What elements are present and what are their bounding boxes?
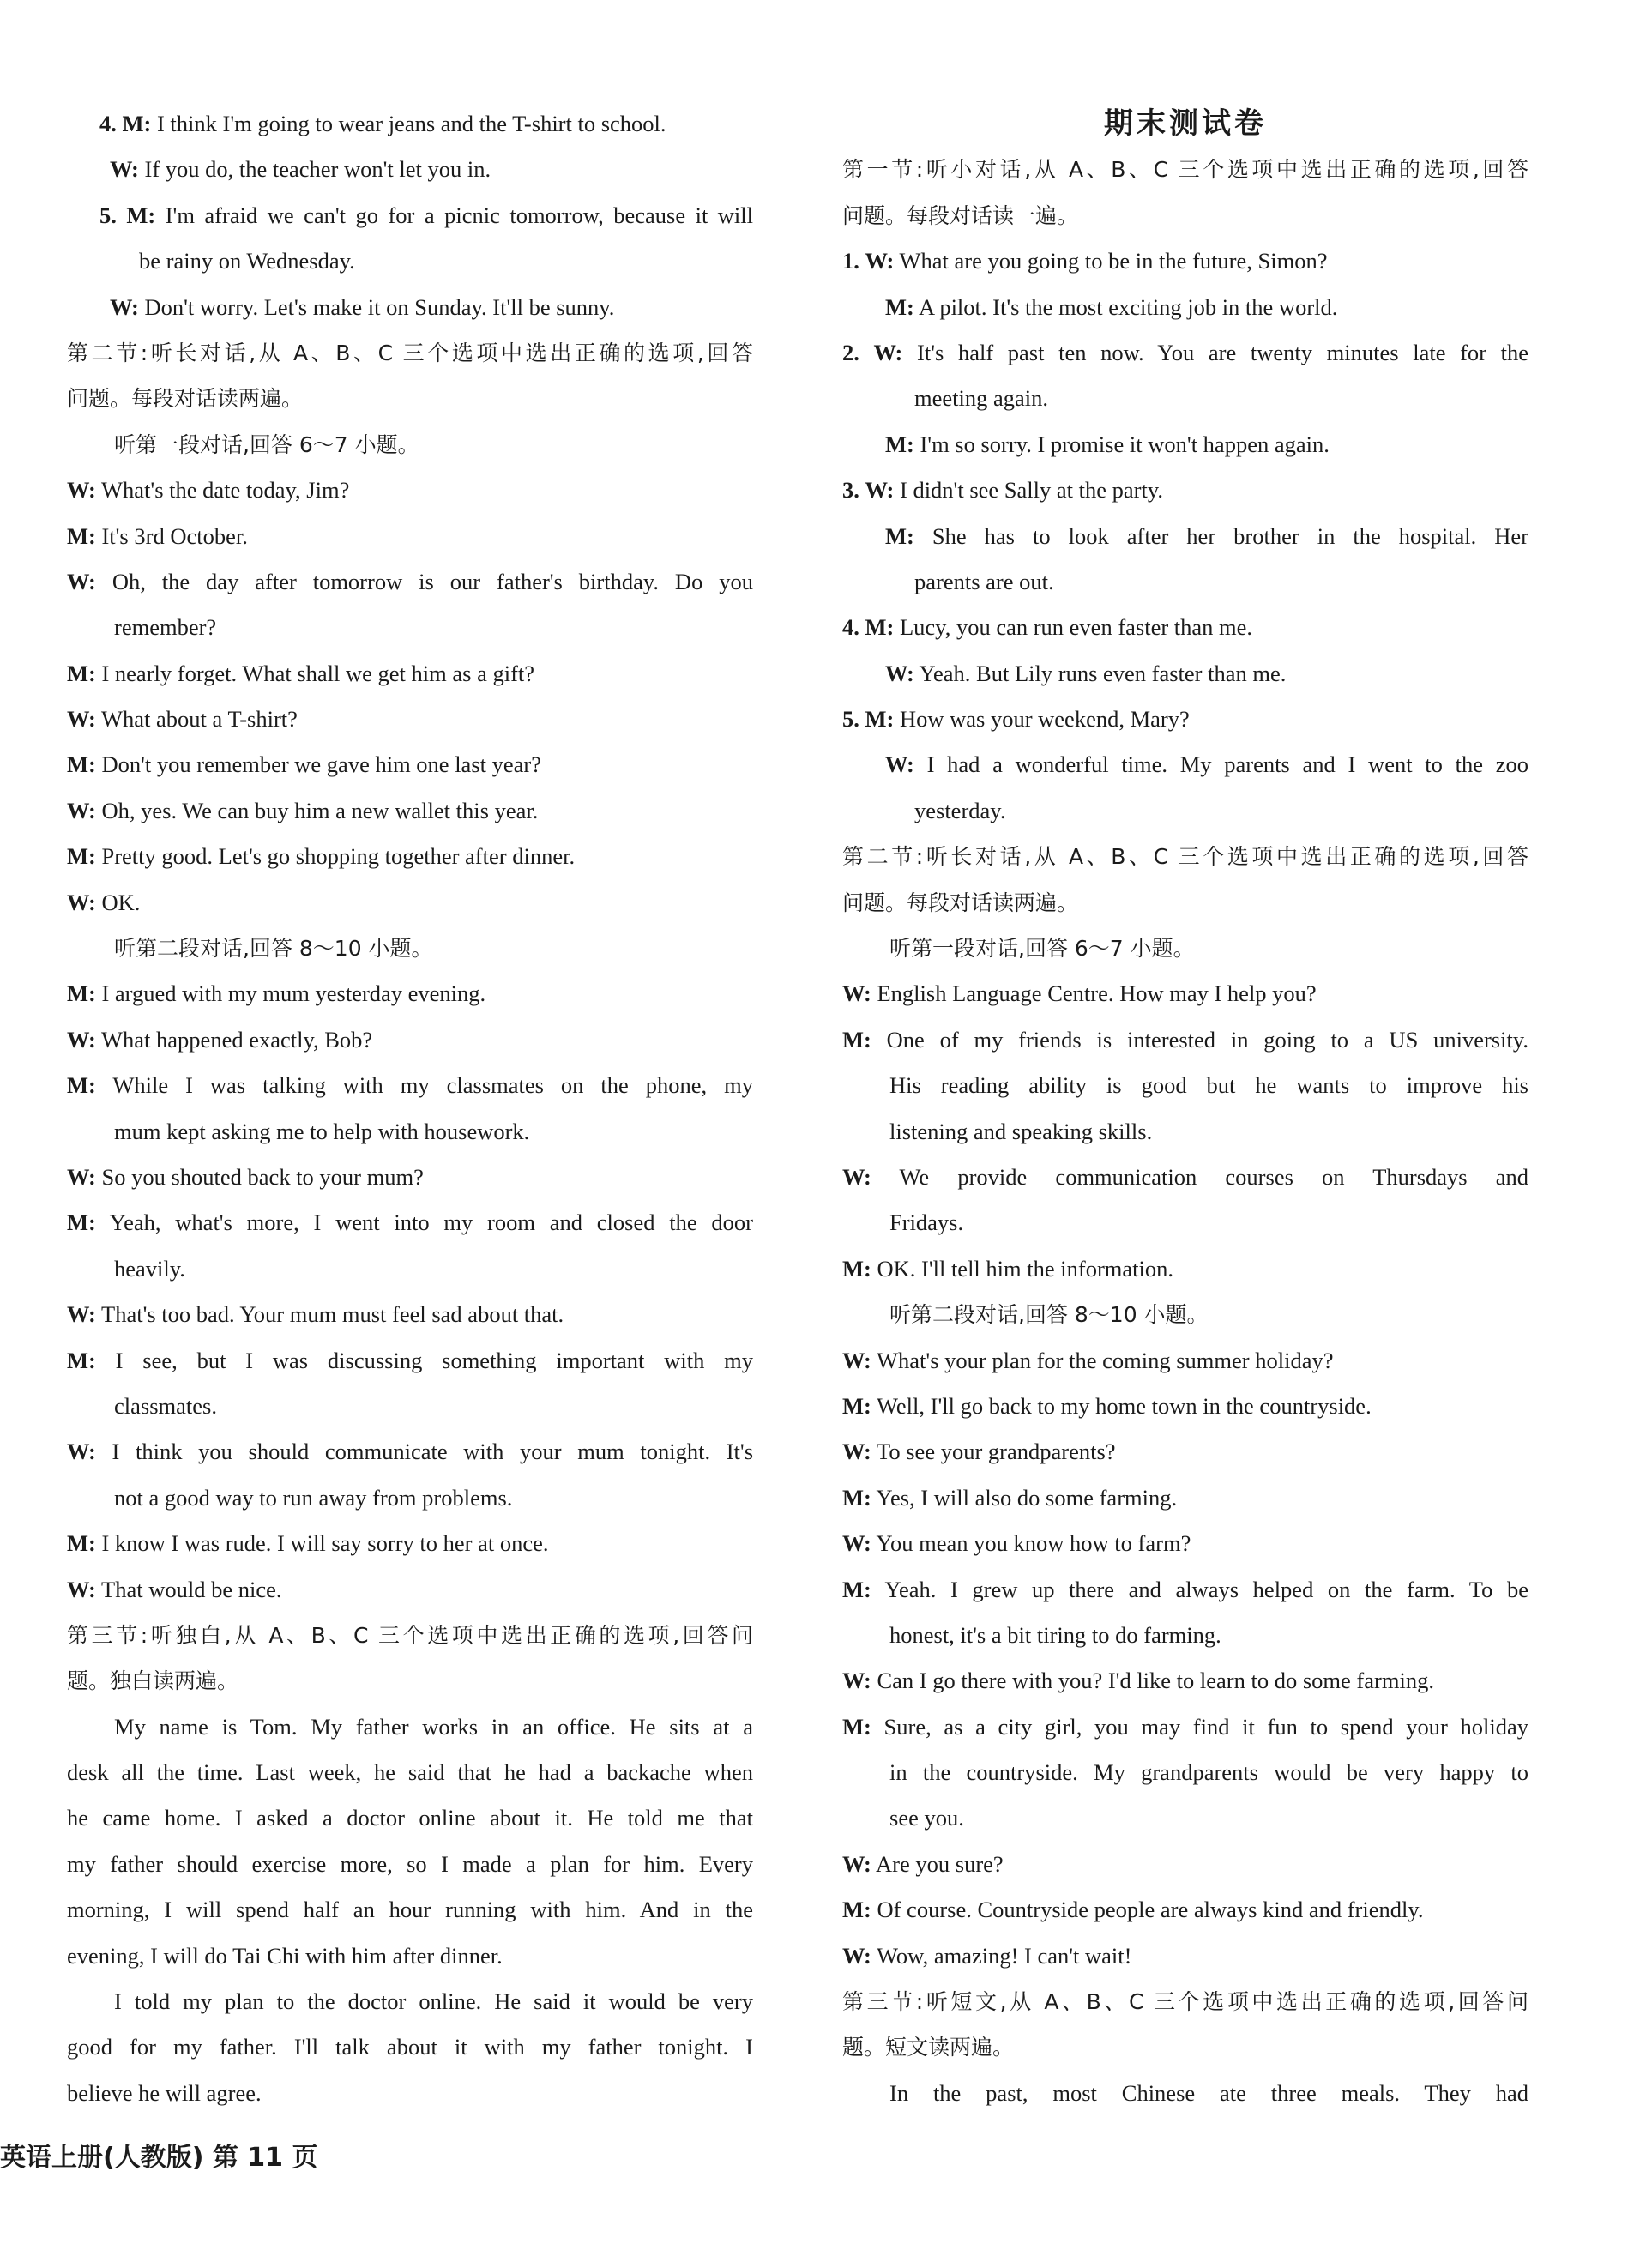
text-line [842,2071,1528,2116]
speaker-label: W: [842,1439,871,1465]
line-text: good for my father. I'll talk about it with my father tonight. I [67,2034,753,2060]
line-text: I'm so sorry. I promise it won't happen again. [920,431,1330,457]
speaker-label: W: [865,248,895,274]
speaker-label: M: [67,1072,96,1099]
line-text: I argued with my mum yesterday evening. [101,980,486,1007]
line-text: yesterday. [914,797,1006,823]
text-line [67,1842,753,1887]
line-text: One of my friends is interested in going to a US university. [886,1026,1528,1053]
line-text: I think I'm going to wear jeans and the T-shirt to school. [156,111,666,136]
page-title: 期末测试卷 [1104,108,1267,140]
text-line [842,1246,1528,1292]
text-line [842,1704,1528,1750]
text-line [842,330,1528,376]
item-number: 1. [842,248,859,274]
text-line [842,1613,1528,1658]
text-line [842,1200,1528,1246]
text-line [67,1292,753,1337]
line-text: OK. [101,889,141,915]
item-number: 4. [842,614,859,641]
text-line [67,2024,753,2070]
speaker-label: M: [842,1897,871,1923]
speaker-label: M: [67,1530,96,1557]
item-number: 4. [99,111,117,136]
line-text: That would be nice. [101,1576,282,1602]
speaker-label: W: [67,797,96,823]
speaker-label: M: [842,1255,871,1282]
text-line [67,1750,753,1795]
text-line [842,1429,1528,1475]
text-line [67,1475,753,1521]
line-text: Fridays. [889,1209,964,1236]
text-line [67,376,753,421]
speaker-label: W: [67,1301,96,1328]
line-text: Of course. Countryside people are always kind and friendly. [877,1897,1424,1923]
line-text: 题。短文读两遍。 [842,2035,1015,2060]
text-line [67,1521,753,1566]
line-text: What happened exactly, Bob? [101,1026,373,1053]
line-text: desk all the time. Last week, he said that he had a backache when [67,1759,753,1786]
text-line [842,1521,1528,1566]
text-line [67,330,753,376]
speaker-label: M: [885,293,914,320]
line-text: Lucy, you can run even faster than me. [899,614,1253,641]
speaker-label: M: [865,706,895,733]
line-text: Yes, I will also do some farming. [876,1484,1178,1511]
text-line [842,1292,1528,1337]
speaker-label: M: [67,1347,96,1373]
text-line [67,238,753,284]
text-line [842,422,1528,467]
line-text: 听第一段对话,回答 6～7 小题。 [889,936,1195,962]
line-text: be rainy on Wednesday. [139,248,355,274]
line-text: not a good way to run away from problems. [114,1484,513,1511]
text-line [842,880,1528,926]
speaker-label: M: [122,111,152,136]
speaker-label: M: [67,980,96,1007]
speaker-label: M: [842,1713,871,1740]
speaker-label: M: [842,1484,871,1511]
line-text: I think you should communicate with your mum tonight. It's [112,1439,753,1465]
text-line [67,285,753,330]
line-text: Are you sure? [876,1850,1004,1877]
text-line [67,926,753,971]
line-text: I didn't see Sally at the party. [900,477,1163,504]
text-line [842,605,1528,650]
line-text: evening, I will do Tai Chi with him after dinner. [67,1942,503,1969]
left-column [67,101,753,2116]
text-line [842,1933,1528,1979]
text-line [67,1979,753,2024]
line-text: It's 3rd October. [101,522,248,549]
text-line [842,1567,1528,1613]
speaker-label: M: [126,202,156,228]
line-text: That's too bad. Your mum must feel sad about that. [101,1301,564,1328]
text-line [67,697,753,742]
line-text: I told my plan to the doctor online. He said it would be very [114,1988,753,2015]
speaker-label: W: [67,706,96,733]
speaker-label: M: [67,843,96,870]
speaker-label: M: [842,1576,871,1602]
text-line [67,1613,753,1658]
speaker-label: W: [110,293,139,320]
text-line [67,1887,753,1933]
line-text: remember? [114,614,217,641]
line-text: I see, but I was discussing something important with my [115,1347,753,1373]
text-line [842,376,1528,421]
text-line [842,1475,1528,1521]
speaker-label: W: [67,1439,96,1465]
speaker-label: W: [885,751,914,778]
text-line [842,1658,1528,1704]
text-line [67,1246,753,1292]
speaker-label: W: [842,1163,871,1190]
line-text: What about a T-shirt? [101,706,298,733]
text-line [67,1933,753,1979]
text-line [842,1750,1528,1795]
line-text: 听第一段对话,回答 6～7 小题。 [114,431,419,457]
item-number: 2. [842,339,859,365]
text-line [67,1429,753,1475]
line-text: OK. I'll tell him the information. [877,1255,1174,1282]
line-text: Sure, as a city girl, you may find it fun to spend your holiday [883,1713,1528,1740]
line-text: She has to look after her brother in the hospital. Her [932,522,1528,549]
text-line [67,834,753,879]
right-column [842,101,1528,2116]
line-text: In the past, most Chinese ate three meals. They had [889,2079,1528,2106]
line-text: 第三节:听独白,从 A、B、C 三个选项中选出正确的选项,回答问 [67,1622,753,1648]
line-text: Oh, the day after tomorrow is our father's birthday. Do you [112,568,753,594]
text-line [67,147,753,192]
line-text: he came home. I asked a doctor online about it. He told me that [67,1805,753,1831]
line-text: Can I go there with you? I'd like to learn to do some farming. [877,1668,1434,1694]
text-line [67,1155,753,1200]
line-text: 听第二段对话,回答 8～10 小题。 [114,936,433,962]
item-number: 3. [842,477,859,504]
line-text: believe he will agree. [67,2079,262,2106]
line-text: It's half past ten now. You are twenty minutes late for the [917,339,1528,365]
text-line [842,1979,1528,2024]
line-text: Don't you remember we gave him one last year? [101,751,541,778]
text-line [67,1338,753,1384]
text-line [842,514,1528,559]
text-line [842,193,1528,238]
speaker-label: W: [67,1026,96,1053]
speaker-label: M: [67,1209,96,1236]
text-line [842,1063,1528,1108]
text-line [67,101,753,147]
line-text: We provide communication courses on Thursdays and [899,1163,1528,1190]
line-text: in the countryside. My grandparents would be very happy to [889,1759,1528,1786]
text-line [842,788,1528,834]
line-text: 听第二段对话,回答 8～10 小题。 [889,1302,1209,1328]
text-line [67,1567,753,1613]
text-line [67,1109,753,1155]
text-line [67,971,753,1016]
text-line [842,1338,1528,1384]
line-text: Yeah. I grew up there and always helped on the farm. To be [884,1576,1528,1602]
text-line [842,1155,1528,1200]
speaker-label: W: [865,477,895,504]
speaker-label: W: [67,477,96,504]
line-text: parents are out. [914,568,1054,594]
line-text: morning, I will spend half an hour running with him. And in the [67,1897,753,1923]
text-line [67,1384,753,1429]
line-text: mum kept asking me to help with housework. [114,1118,530,1144]
text-line [842,467,1528,513]
text-line [842,834,1528,879]
speaker-label: W: [842,1530,871,1557]
line-text: So you shouted back to your mum? [101,1163,424,1190]
text-line [67,605,753,650]
line-text: I'm afraid we can't go for a picnic tomorrow, because it will [165,202,753,228]
text-line [67,1658,753,1704]
text-line [842,2024,1528,2070]
speaker-label: W: [885,660,914,686]
line-text: honest, it's a bit tiring to do farming. [889,1621,1221,1648]
line-text: meeting again. [914,385,1048,412]
speaker-label: W: [842,1850,871,1877]
line-text: What's the date today, Jim? [101,477,350,504]
line-text: Yeah, what's more, I went into my room and closed the door [109,1209,753,1236]
text-line [842,1384,1528,1429]
speaker-label: W: [110,156,139,183]
line-text: listening and speaking skills. [889,1118,1153,1144]
speaker-label: M: [865,614,895,641]
text-line [67,1017,753,1063]
line-text: 问题。每段对话读一遍。 [842,202,1079,228]
line-text: 题。独白读两遍。 [67,1668,239,1694]
text-line [67,422,753,467]
speaker-label: M: [67,660,96,686]
line-text: His reading ability is good but he wants to improve his [889,1072,1528,1099]
text-line [67,193,753,238]
text-line [842,238,1528,284]
page-footer: 英语上册(人教版) 第 11 页 [0,2143,318,2173]
line-text: To see your grandparents? [877,1439,1116,1465]
line-text: English Language Centre. How may I help you? [877,980,1317,1007]
line-text: I had a wonderful time. My parents and I went to the zoo [926,751,1528,778]
speaker-label: W: [842,1942,871,1969]
speaker-label: M: [842,1392,871,1419]
text-line [842,1887,1528,1933]
text-line [842,697,1528,742]
text-line [842,971,1528,1016]
line-text: While I was talking with my classmates on the phone, my [112,1072,753,1099]
speaker-label: W: [873,339,903,365]
speaker-label: W: [67,1163,96,1190]
line-text: heavily. [114,1255,185,1282]
line-text: Don't worry. Let's make it on Sunday. It'll be sunny. [144,293,615,320]
line-text: 第二节:听长对话,从 A、B、C 三个选项中选出正确的选项,回答 [67,340,753,365]
text-line [842,742,1528,787]
text-line [842,1795,1528,1841]
line-text: If you do, the teacher won't let you in. [144,156,491,183]
line-text: Wow, amazing! I can't wait! [877,1942,1132,1969]
text-line [67,514,753,559]
line-text: classmates. [114,1392,217,1419]
line-text: Yeah. But Lily runs even faster than me. [919,660,1287,686]
text-line [67,1704,753,1750]
line-text: My name is Tom. My father works in an office. He sits at a [114,1713,753,1740]
speaker-label: W: [67,889,96,915]
speaker-label: M: [67,522,96,549]
text-line [842,926,1528,971]
line-text: 第二节:听长对话,从 A、B、C 三个选项中选出正确的选项,回答 [842,844,1528,870]
item-number: 5. [99,202,117,228]
text-line [842,147,1528,192]
text-line [842,1109,1528,1155]
text-line [842,1842,1528,1887]
text-line [67,1063,753,1108]
line-text: I nearly forget. What shall we get him as a gift? [101,660,535,686]
line-text: see you. [889,1805,964,1831]
line-text: Pretty good. Let's go shopping together after dinner. [101,843,576,870]
line-text: Oh, yes. We can buy him a new wallet this year. [101,797,539,823]
line-text: my father should exercise more, so I made a plan for him. Every [67,1850,753,1877]
text-line [842,559,1528,605]
speaker-label: W: [67,1576,96,1602]
line-text: You mean you know how to farm? [876,1530,1191,1557]
line-text: 问题。每段对话读两遍。 [842,890,1079,915]
text-line [67,467,753,513]
line-text: 第一节:听小对话,从 A、B、C 三个选项中选出正确的选项,回答 [842,157,1528,183]
text-line [842,285,1528,330]
text-line [67,651,753,697]
speaker-label: W: [842,1347,871,1373]
text-line [67,1795,753,1841]
speaker-label: M: [842,1026,871,1053]
text-line [67,559,753,605]
text-line [67,1200,753,1246]
speaker-label: W: [67,568,96,594]
line-text: Well, I'll go back to my home town in the countryside. [877,1392,1372,1419]
line-text: What's your plan for the coming summer holiday? [877,1347,1334,1373]
line-text: A pilot. It's the most exciting job in the world. [919,293,1338,320]
speaker-label: M: [885,431,914,457]
line-text: I know I was rude. I will say sorry to her at once. [101,1530,549,1557]
line-text: What are you going to be in the future, Simon? [899,248,1328,274]
item-number: 5. [842,706,859,733]
speaker-label: M: [67,751,96,778]
text-line [67,2071,753,2116]
text-line [842,651,1528,697]
line-text: 第三节:听短文,从 A、B、C 三个选项中选出正确的选项,回答问 [842,1989,1528,2015]
line-text: 问题。每段对话读两遍。 [67,386,304,412]
text-line [67,742,753,787]
text-line [67,788,753,834]
speaker-label: W: [842,1668,871,1694]
speaker-label: M: [885,522,914,549]
text-line [842,1017,1528,1063]
speaker-label: W: [842,980,871,1007]
text-line [67,880,753,926]
line-text: How was your weekend, Mary? [899,706,1190,733]
